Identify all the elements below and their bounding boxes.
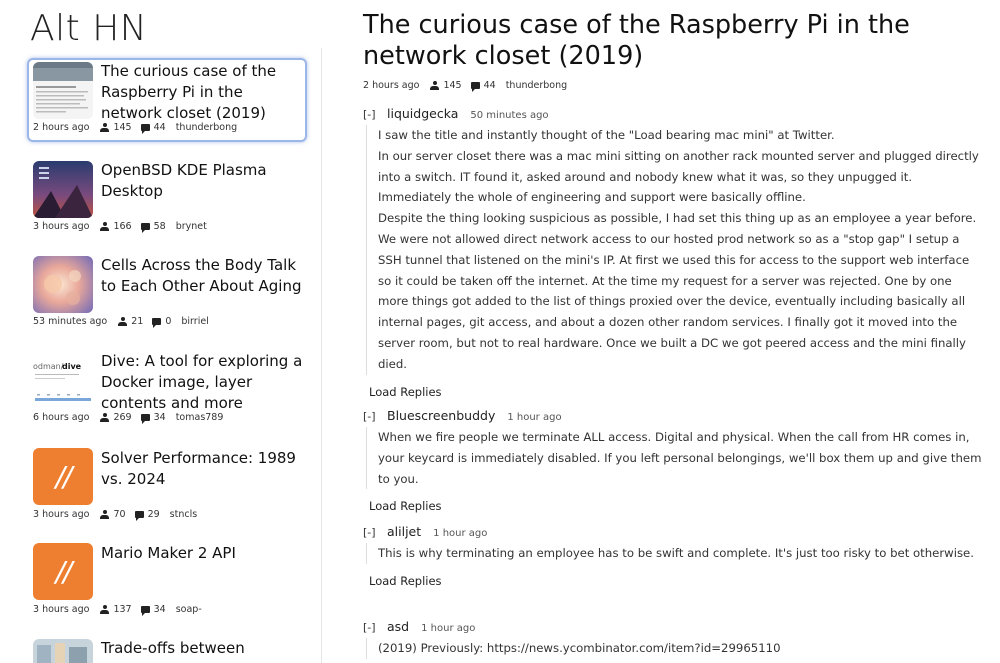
comment-time: 1 hour ago — [433, 528, 488, 539]
post-points: 145 — [443, 80, 462, 91]
story-user: brynet — [175, 221, 207, 232]
story-time: 3 hours ago — [33, 604, 90, 615]
comment-time: 50 minutes ago — [470, 110, 549, 121]
story-title: OpenBSD KDE Plasma Desktop — [101, 161, 267, 200]
load-replies-button[interactable]: Load Replies — [369, 573, 442, 588]
story-points: 137 — [113, 604, 132, 615]
story-points: 166 — [113, 221, 132, 232]
comments-icon — [141, 223, 150, 230]
svg-text:dive: dive — [62, 362, 82, 371]
story-comments: 58 — [153, 221, 166, 232]
comment — [363, 106, 983, 400]
sidebar — [0, 0, 322, 663]
comment-body — [366, 638, 983, 659]
story-item[interactable] — [27, 635, 307, 663]
story-meta — [33, 604, 202, 615]
comment-paragraph: When we fire people we terminate ALL access. Digital and physical. When the call from HR comes in, your keycard is immediately disabled. If you left personal belongings, we'll box them up and give them to you. — [378, 430, 982, 486]
comment-header — [363, 524, 983, 542]
story-item[interactable] — [27, 157, 307, 241]
post-meta — [363, 80, 567, 91]
comment-body — [366, 125, 983, 375]
story-thumbnail — [33, 639, 93, 663]
comment-time: 1 hour ago — [507, 412, 562, 423]
story-title: Solver Performance: 1989 vs. 2024 — [101, 449, 296, 488]
story-user: soap- — [175, 604, 202, 615]
story-thumbnail — [33, 352, 93, 409]
story-points: 145 — [113, 122, 132, 133]
comment — [363, 408, 983, 514]
story-time: 2 hours ago — [33, 122, 90, 133]
points-icon — [100, 605, 109, 614]
story-thumbnail — [33, 62, 93, 119]
story-title: The curious case of the Raspberry Pi in the network closet (2019) — [101, 62, 277, 122]
story-item[interactable] — [27, 252, 307, 336]
collapse-toggle[interactable]: [-] — [363, 621, 376, 634]
story-points: 70 — [113, 509, 126, 520]
sidebar-divider — [321, 48, 322, 663]
story-item[interactable] — [27, 445, 307, 529]
story-meta — [33, 316, 209, 327]
comment-body — [366, 427, 983, 489]
story-user: birriel — [181, 316, 209, 327]
post-time: 2 hours ago — [363, 80, 420, 91]
slashes-icon: // — [33, 543, 93, 600]
collapse-toggle[interactable]: [-] — [363, 108, 376, 121]
comments-icon — [141, 414, 150, 421]
comment-time: 1 hour ago — [421, 623, 476, 634]
story-item[interactable] — [27, 348, 307, 432]
points-icon — [100, 413, 109, 422]
story-title: Mario Maker 2 API — [101, 544, 236, 562]
points-icon — [100, 510, 109, 519]
collapse-toggle[interactable]: [-] — [363, 410, 376, 423]
points-icon — [100, 123, 109, 132]
story-meta — [33, 221, 207, 232]
collapse-toggle[interactable]: [-] — [363, 526, 376, 539]
comment-author[interactable]: asd — [387, 619, 410, 634]
comment-paragraph: (2019) Previously: https://news.ycombinator.com/item?id=29965110 — [378, 641, 781, 655]
load-replies-button[interactable]: Load Replies — [369, 499, 442, 514]
load-replies-button[interactable]: Load Replies — [369, 384, 442, 399]
story-time: 53 minutes ago — [33, 316, 108, 327]
comment-paragraph: In our server closet there was a mac mini sitting on another rack mounted server and plugged directly into a switch. IT found it, asked around and nobody knew what it was, so they unpugged it. Immediately the whole of engineering and support were basically offline. — [378, 148, 979, 205]
story-comments: 0 — [165, 316, 172, 327]
comment-header — [363, 106, 983, 124]
story-thumbnail — [33, 161, 93, 218]
app-title: Alt HN — [30, 8, 148, 49]
comment-paragraph: Despite the thing looking suspicious as possible, I had set this thing up as an employee a year before. We were not allowed direct network access to our hosted prod network so as a "stop gap" I setup a SSH tunnel that listened on the mini's IP. At first we used this for access to the support web interface so it could be taken off the internet. At the time my request for a server was rejected. One by one more things got added to the list of things proxied over the device, eventually including basically all internal pages, git access, and about a dozen other random services. I finally got it moved into the server room, but not to real hardware. Once we built a DC we got peered access and the mini finally died. — [378, 211, 977, 371]
story-title: Cells Across the Body Talk to Each Other About Aging — [101, 256, 302, 295]
comment-author[interactable]: aliljet — [387, 524, 422, 539]
comments-icon — [141, 606, 150, 613]
points-icon — [118, 317, 127, 326]
story-thumbnail — [33, 256, 93, 313]
points-icon — [100, 222, 109, 231]
story-points: 21 — [131, 316, 144, 327]
comment — [363, 619, 983, 659]
points-icon — [430, 81, 439, 90]
post-comments: 44 — [483, 80, 496, 91]
comment-paragraph: I saw the title and instantly thought of the "Load bearing mac mini" at Twitter. — [378, 128, 835, 142]
main-content — [363, 0, 993, 663]
comment — [363, 524, 983, 589]
comment-paragraph: This is why terminating an employee has to be swift and complete. It's just too risky to bet otherwise. — [378, 546, 974, 560]
story-comments: 34 — [153, 412, 166, 423]
story-time: 6 hours ago — [33, 412, 90, 423]
svg-text:odman/: odman/ — [33, 362, 64, 371]
story-user: tomas789 — [175, 412, 224, 423]
story-meta — [33, 122, 237, 133]
story-user: stncls — [169, 509, 198, 520]
story-title: Dive: A tool for exploring a Docker image, layer contents and more — [101, 352, 303, 412]
comments-icon — [152, 318, 161, 325]
story-time: 3 hours ago — [33, 509, 90, 520]
story-meta — [33, 412, 223, 423]
story-comments: 29 — [147, 509, 160, 520]
comments-icon — [135, 511, 144, 518]
slashes-icon: // — [33, 448, 93, 505]
story-comments: 34 — [153, 604, 166, 615]
story-time: 3 hours ago — [33, 221, 90, 232]
comment-body — [366, 543, 983, 564]
story-title: Trade-offs between — [101, 639, 245, 657]
story-item-selected[interactable] — [27, 58, 307, 142]
post-title: The curious case of the Raspberry Pi in the network closet (2019) — [363, 10, 910, 71]
comment-author[interactable]: Bluescreenbuddy — [387, 408, 496, 423]
comments-icon — [471, 82, 480, 89]
comments-icon — [141, 124, 150, 131]
story-meta — [33, 509, 197, 520]
comment-author[interactable]: liquidgecka — [387, 106, 459, 121]
story-points: 269 — [113, 412, 132, 423]
story-item[interactable] — [27, 540, 307, 624]
story-comments: 44 — [153, 122, 166, 133]
post-user: thunderbong — [505, 80, 568, 91]
comment-header — [363, 619, 983, 637]
story-user: thunderbong — [175, 122, 238, 133]
comment-header — [363, 408, 983, 426]
